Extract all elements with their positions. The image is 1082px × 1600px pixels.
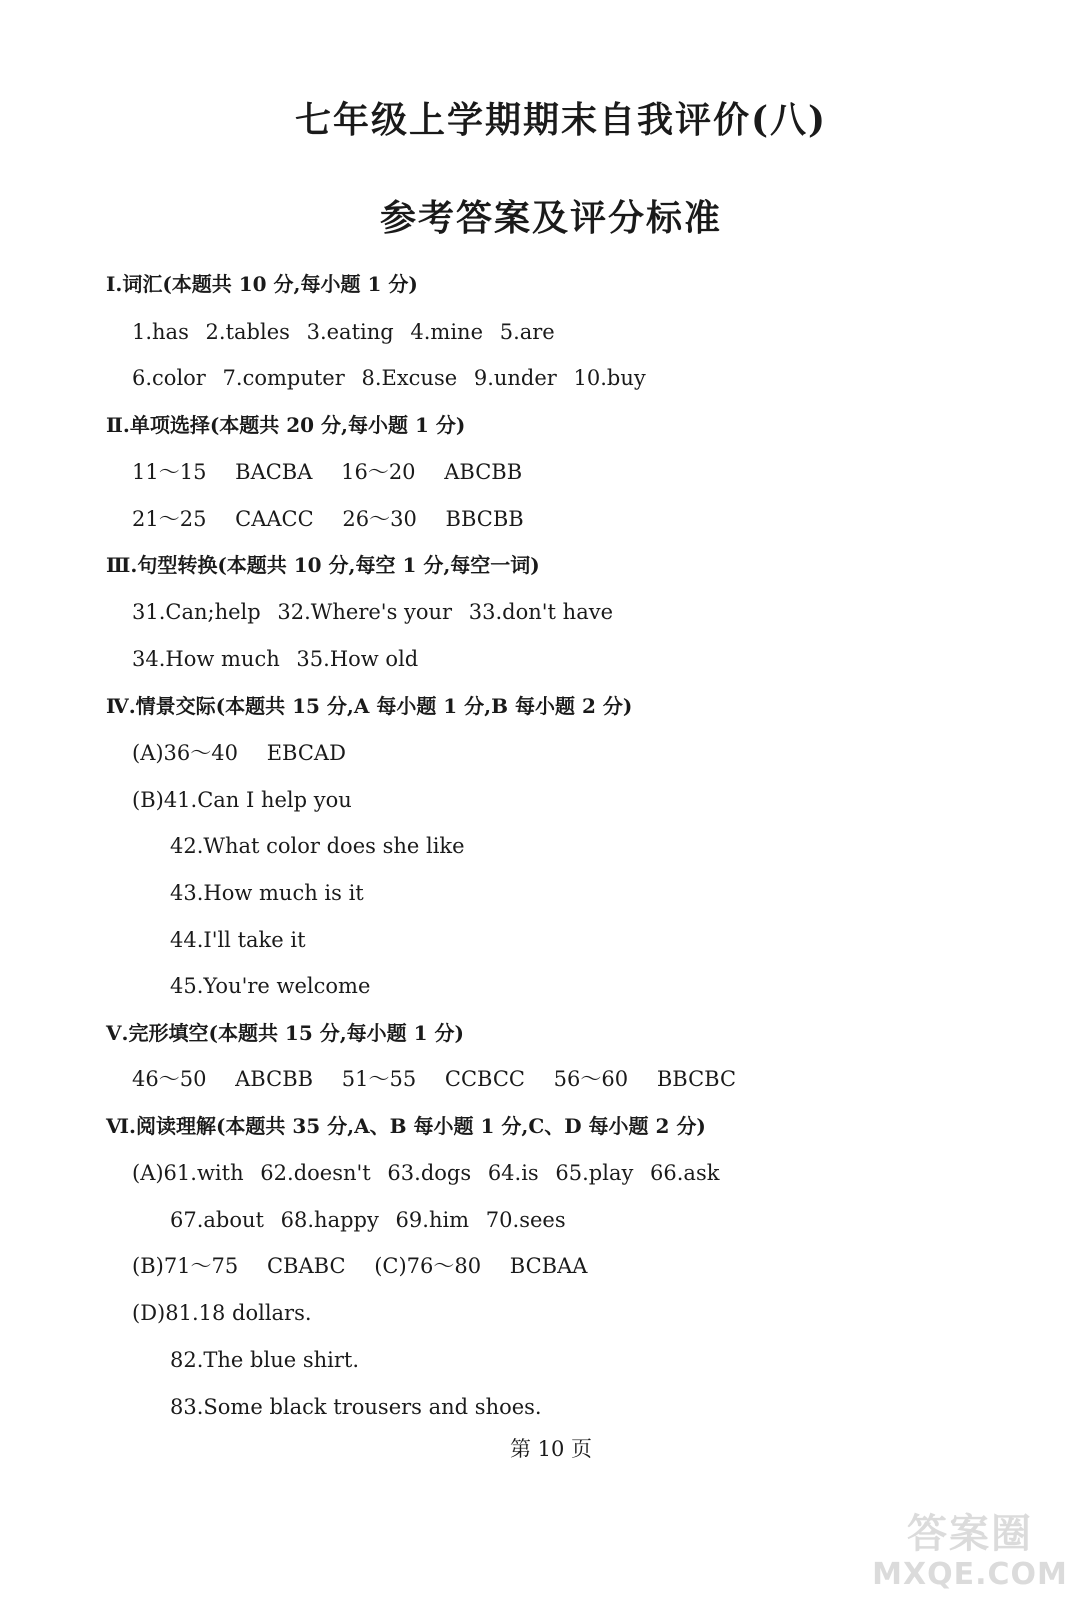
section-2-row-2 <box>132 505 524 533</box>
answer-item: 4.mine <box>410 320 484 344</box>
answer-letters: CCBCC <box>444 1067 525 1091</box>
answer-range: 21～25 <box>132 507 207 531</box>
answer-letters: CAACC <box>235 507 314 531</box>
answer-range: 56～60 <box>553 1067 629 1091</box>
watermark-logo <box>870 1502 1070 1592</box>
page-number: 第 10 页 <box>509 1437 593 1461</box>
answer-item: 35.How old <box>296 647 419 671</box>
page-title: 七年级上学期期末自我评价(八) <box>294 99 828 141</box>
section-4-b-43: 43.How much is it <box>170 881 364 905</box>
answer-item: 34.How much <box>132 647 280 671</box>
answer-item: 63.dogs <box>387 1161 472 1185</box>
answer-range: 26～30 <box>342 507 417 531</box>
answer-item: 5.are <box>499 320 555 344</box>
answer-range: (A)36～40 <box>132 741 238 765</box>
section-4-b-45: 45.You're welcome <box>170 974 371 998</box>
section-6-bc-row <box>132 1252 587 1280</box>
answer-range: 11～15 <box>132 460 207 484</box>
section-4-b-41: (B)41.Can I help you <box>132 788 352 812</box>
section-6-d-82: 82.The blue shirt. <box>170 1348 359 1372</box>
answer-range: (C)76～80 <box>374 1254 482 1278</box>
answer-item: 62.doesn't <box>260 1161 371 1185</box>
page-subtitle: 参考答案及评分标准 <box>379 197 722 239</box>
answer-letters: BBCBC <box>656 1067 737 1091</box>
section-6-heading: Ⅵ.阅读理解(本题共 35 分,A、B 每小题 1 分,C、D 每小题 2 分) <box>106 1114 706 1138</box>
section-6-a-row-2 <box>170 1206 566 1234</box>
answer-item: (A)61.with <box>132 1161 244 1185</box>
answer-item: 66.ask <box>650 1161 720 1185</box>
section-4-heading: Ⅳ.情景交际(本题共 15 分,A 每小题 1 分,B 每小题 2 分) <box>106 694 633 718</box>
answer-item: 64.is <box>487 1161 539 1185</box>
answer-letters: BBCBB <box>445 507 524 531</box>
answer-item: 33.don't have <box>468 600 614 624</box>
answer-item: 6.color <box>132 366 206 390</box>
answer-item: 31.Can;help <box>132 600 261 624</box>
answer-item: 67.about <box>170 1208 264 1232</box>
answer-letters: BCBAA <box>509 1254 588 1278</box>
section-1-row-2 <box>132 364 646 392</box>
answer-item: 10.buy <box>573 366 646 390</box>
answer-letters: BACBA <box>235 460 313 484</box>
answer-range: 16～20 <box>341 460 416 484</box>
answer-item: 70.sees <box>485 1208 566 1232</box>
answer-item: 68.happy <box>280 1208 379 1232</box>
section-1-heading: Ⅰ.词汇(本题共 10 分,每小题 1 分) <box>106 272 418 296</box>
answer-item: 1.has <box>132 320 189 344</box>
watermark-text-top: 答案圈 <box>907 1511 1033 1557</box>
answer-letters: CBABC <box>266 1254 346 1278</box>
section-4-b-44: 44.I'll take it <box>170 928 306 952</box>
section-2-row-1 <box>132 458 522 486</box>
section-4-part-a <box>132 739 346 767</box>
section-4-b-42: 42.What color does she like <box>170 834 465 858</box>
answer-item: 32.Where's your <box>277 600 453 624</box>
answer-item: 3.eating <box>306 320 394 344</box>
answer-item: 7.computer <box>222 366 345 390</box>
section-3-row-1 <box>132 598 613 626</box>
answer-item: 69.him <box>395 1208 470 1232</box>
answer-range: 46～50 <box>132 1067 207 1091</box>
section-6-a-row-1 <box>132 1159 719 1187</box>
answer-item: 2.tables <box>205 320 290 344</box>
answer-letters: ABCBB <box>444 460 523 484</box>
answer-range: (B)71～75 <box>132 1254 239 1278</box>
answer-item: 8.Excuse <box>361 366 458 390</box>
section-3-row-2 <box>132 645 418 673</box>
section-1-row-1 <box>132 318 555 346</box>
section-2-heading: Ⅱ.单项选择(本题共 20 分,每小题 1 分) <box>106 413 466 437</box>
answer-item: 9.under <box>473 366 557 390</box>
section-6-d-81: (D)81.18 dollars. <box>132 1301 312 1325</box>
answer-range: 51～55 <box>341 1067 417 1091</box>
answer-item: 65.play <box>555 1161 634 1185</box>
section-3-heading: Ⅲ.句型转换(本题共 10 分,每空 1 分,每空一词) <box>106 553 540 577</box>
section-5-row-1 <box>132 1065 736 1093</box>
answer-letters: EBCAD <box>266 741 346 765</box>
watermark-text-bottom: MXQE.COM <box>872 1557 1068 1592</box>
section-6-d-83: 83.Some black trousers and shoes. <box>170 1395 542 1419</box>
section-5-heading: Ⅴ.完形填空(本题共 15 分,每小题 1 分) <box>106 1021 464 1045</box>
answer-letters: ABCBB <box>235 1067 314 1091</box>
